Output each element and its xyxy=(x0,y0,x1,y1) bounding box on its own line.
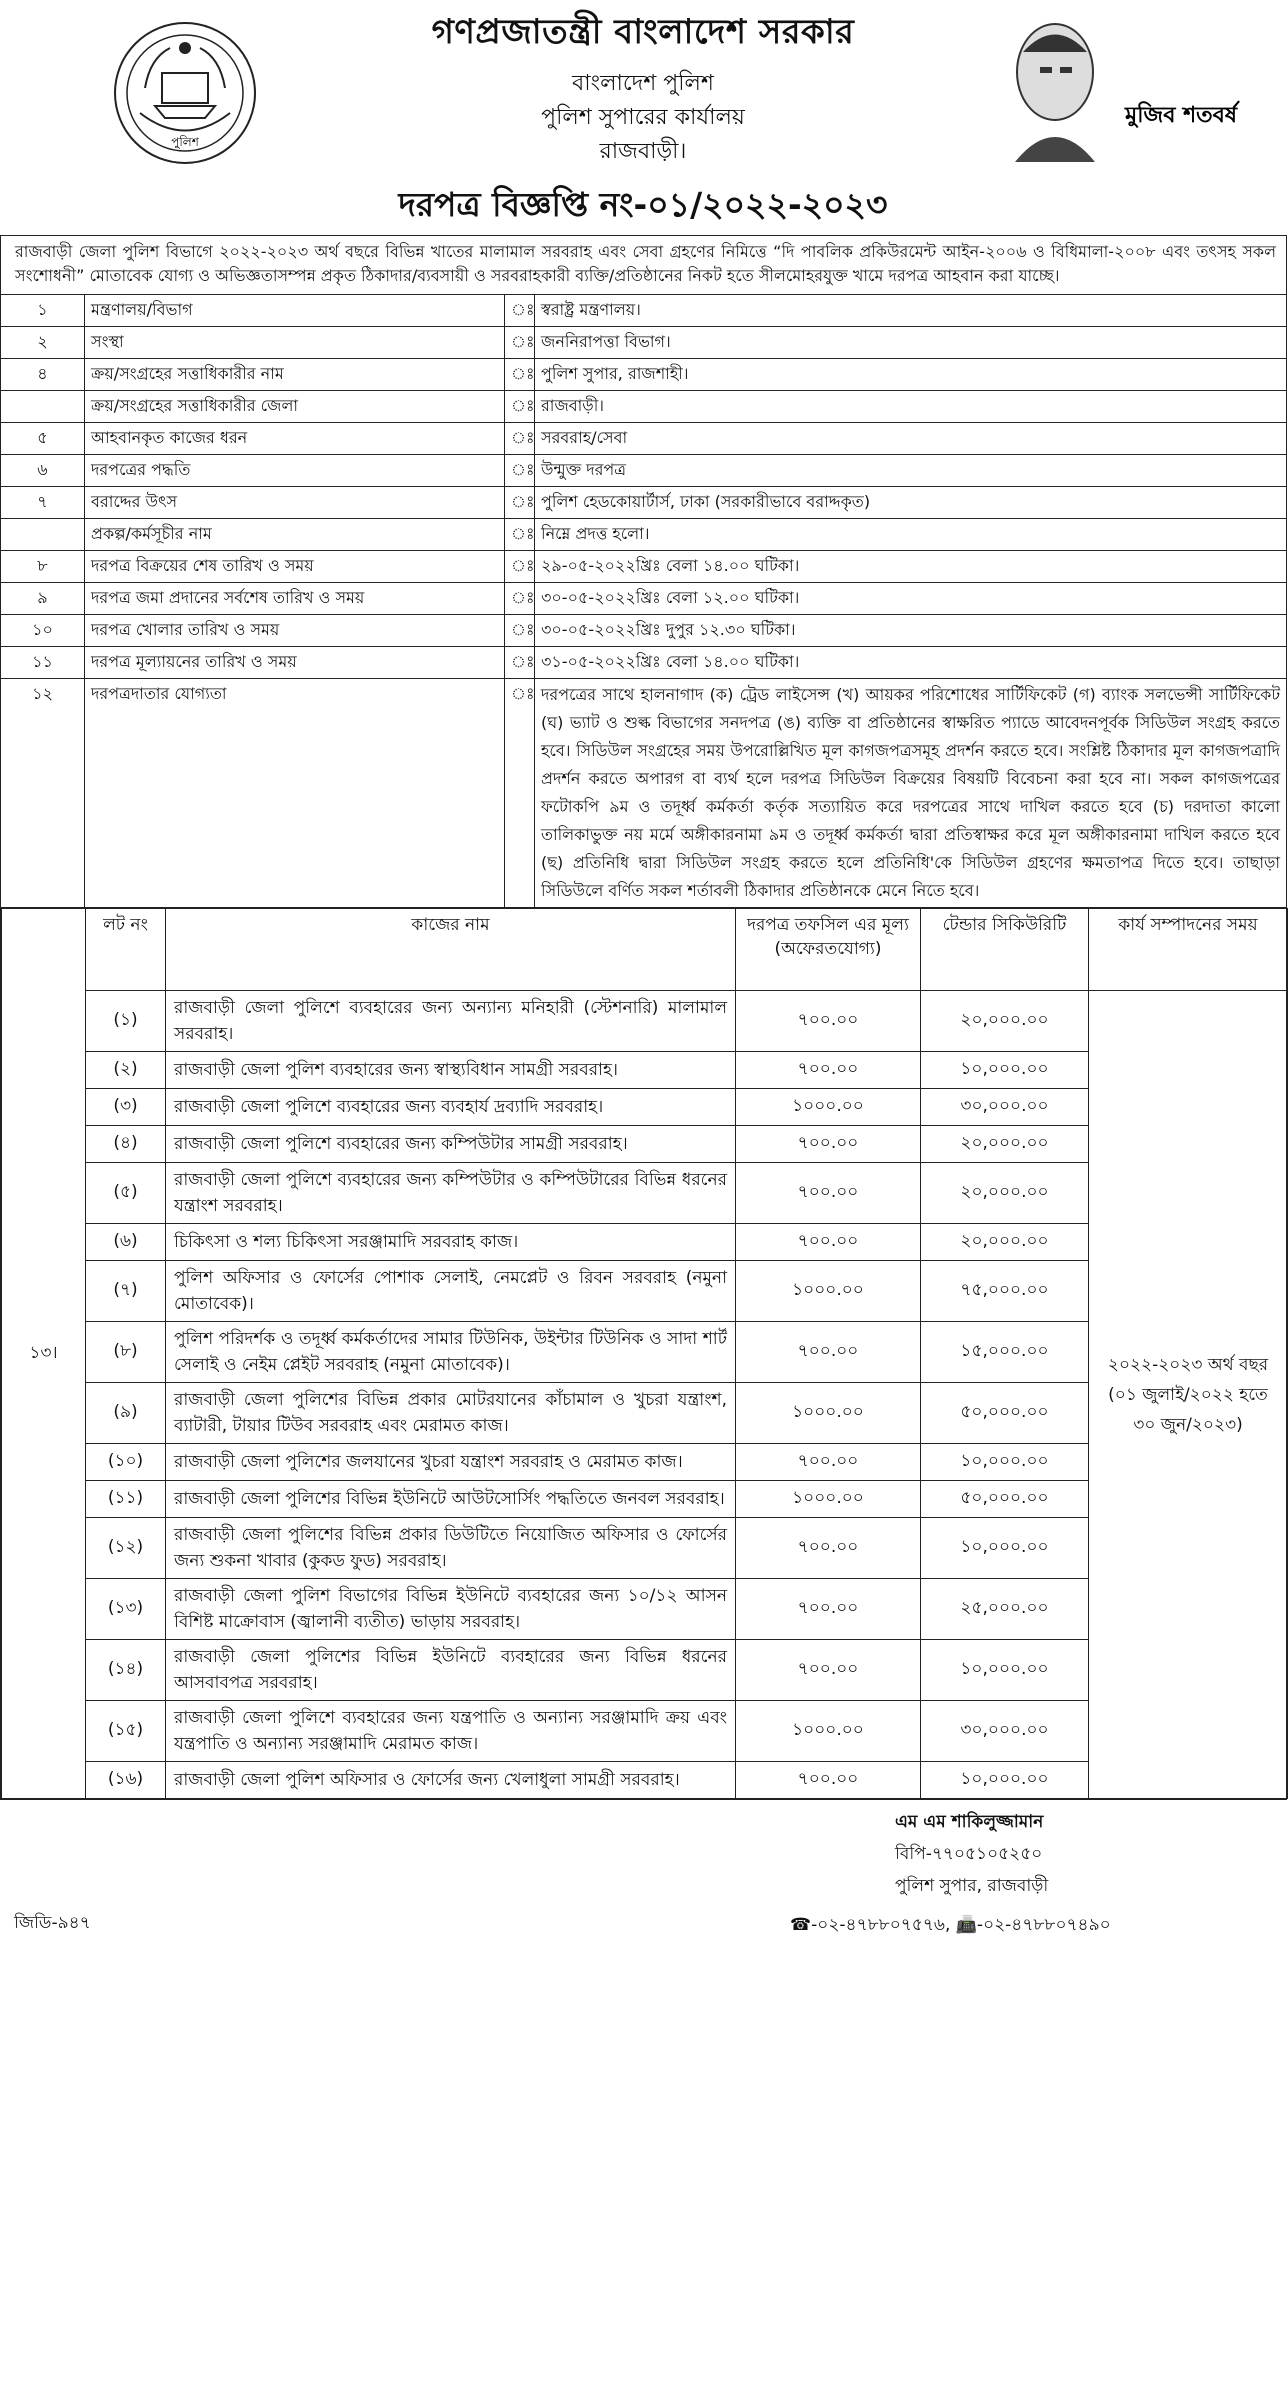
tender-security: ৫০,০০০.০০ xyxy=(921,1481,1089,1518)
notice-title: দরপত্র বিজ্ঞপ্তি নং-০১/২০২২-২০২৩ xyxy=(398,185,888,224)
schedule-price: ৭০০.০০ xyxy=(736,1224,921,1261)
contact-line xyxy=(790,1912,1111,1940)
row-label: দরপত্রদাতার যোগ্যতা xyxy=(85,679,505,908)
work-name: রাজবাড়ী জেলা পুলিশে ব্যবহারের জন্য অন্যান্য মনিহারী (স্টেশনারি) মালামাল সরবরাহ। xyxy=(166,991,736,1052)
lot-number: (৪) xyxy=(86,1126,166,1163)
work-name: চিকিৎসা ও শল্য চিকিৎসা সরঞ্জামাদি সরবরাহ কাজ। xyxy=(166,1224,736,1261)
work-name: রাজবাড়ী জেলা পুলিশ ব্যবহারের জন্য স্বাস্থ্যবিধান সামগ্রী সরবরাহ। xyxy=(166,1052,736,1089)
row-value: উন্মুক্ত দরপত্র xyxy=(535,455,1287,487)
lot-number: (১১) xyxy=(86,1481,166,1518)
colon: ঃ xyxy=(505,583,535,615)
footer xyxy=(0,1800,1286,1940)
header-lot: লট নং xyxy=(86,909,166,991)
row-label: আহবানকৃত কাজের ধরন xyxy=(85,423,505,455)
signatory-name: এম এম শাকিলুজ্জামান xyxy=(895,1812,1044,1832)
info-row xyxy=(1,327,1287,359)
info-row xyxy=(1,615,1287,647)
intro-paragraph: রাজবাড়ী জেলা পুলিশ বিভাগে ২০২২-২০২৩ অর্থ বছরে বিভিন্ন খাতের মালামাল সরবরাহ এবং সেবা গ্রহণের নিমিত্তে “দি পাবলিক প্রকিউরমেন্ট আইন-২০০৬ ও বিধিমালা-২০০৮ এবং তৎসহ সকল সংশোধনী” মোতাবেক যোগ্য ও অভিজ্ঞতাসম্পন্ন প্রকৃত ঠিকাদার/ব্যবসায়ী ও সরবরাহকারী ব্যক্তি/প্রতিষ্ঠানের নিকট হতে সীলমোহরযুক্ত খামে দরপত্র আহবান করা যাচ্ছে। xyxy=(1,236,1287,295)
fax-number: 📠-০২-৪৭৮৮০৭৪৯০ xyxy=(955,1915,1111,1935)
lot-number: (১৬) xyxy=(86,1762,166,1799)
tender-security: ২০,০০০.০০ xyxy=(921,1163,1089,1224)
mujib-centenary-logo-icon xyxy=(985,12,1237,162)
colon: ঃ xyxy=(505,295,535,327)
tender-security: ১০,০০০.০০ xyxy=(921,1640,1089,1701)
schedule-price: ৭০০.০০ xyxy=(736,1322,921,1383)
colon: ঃ xyxy=(505,615,535,647)
tender-security: ২০,০০০.০০ xyxy=(921,991,1089,1052)
work-name: রাজবাড়ী জেলা পুলিশের বিভিন্ন প্রকার ডিউটিতে নিয়োজিত অফিসার ও ফোর্সের জন্য শুকনা খাবার (কুকড ফুড) সরবরাহ। xyxy=(166,1518,736,1579)
header-period: কার্য সম্পাদনের সময় xyxy=(1089,909,1288,991)
lot-number: (৫) xyxy=(86,1163,166,1224)
tender-security: ২৫,০০০.০০ xyxy=(921,1579,1089,1640)
colon: ঃ xyxy=(505,327,535,359)
header-price: দরপত্র তফসিল এর মূল্য (অফেরতযোগ্য) xyxy=(736,909,921,991)
row-label: দরপত্র মূল্যায়নের তারিখ ও সময় xyxy=(85,647,505,679)
tender-security: ১৫,০০০.০০ xyxy=(921,1322,1089,1383)
row-label: দরপত্রের পদ্ধতি xyxy=(85,455,505,487)
mujib-logo-text: মুজিব শতবর্ষ xyxy=(1125,103,1237,128)
row-value: নিম্নে প্রদত্ত হলো। xyxy=(535,519,1287,551)
schedule-price: ৭০০.০০ xyxy=(736,991,921,1052)
row-number: ১১ xyxy=(1,647,85,679)
row-number xyxy=(1,519,85,551)
tender-table xyxy=(0,235,1287,1800)
info-row xyxy=(1,487,1287,519)
colon: ঃ xyxy=(505,679,535,908)
colon: ঃ xyxy=(505,359,535,391)
header xyxy=(0,0,1286,175)
schedule-price: ১০০০.০০ xyxy=(736,1383,921,1444)
schedule-price: ১০০০.০০ xyxy=(736,1261,921,1322)
row-number xyxy=(1,391,85,423)
gd-number: জিডি-৯৪৭ xyxy=(14,1913,91,1933)
header-work: কাজের নাম xyxy=(166,909,736,991)
info-row xyxy=(1,359,1287,391)
row-label: ক্রয়/সংগ্রহের সত্তাধিকারীর জেলা xyxy=(85,391,505,423)
lot-row xyxy=(2,991,1288,1052)
schedule-price: ৭০০.০০ xyxy=(736,1518,921,1579)
schedule-price: ১০০০.০০ xyxy=(736,1701,921,1762)
colon: ঃ xyxy=(505,551,535,583)
row-label: প্রকল্প/কর্মসূচীর নাম xyxy=(85,519,505,551)
info-row xyxy=(1,583,1287,615)
lot-number: (৭) xyxy=(86,1261,166,1322)
work-name: রাজবাড়ী জেলা পুলিশের বিভিন্ন প্রকার মোটরযানের কাঁচামাল ও খুচরা যন্ত্রাংশ, ব্যাটারী, টায়ার টিউব সরবরাহ এবং মেরামত কাজ। xyxy=(166,1383,736,1444)
lot-number: (১২) xyxy=(86,1518,166,1579)
police-line: বাংলাদেশ পুলিশ xyxy=(572,71,714,96)
signatory-designation: পুলিশ সুপার, রাজবাড়ী xyxy=(895,1876,1049,1896)
row-label: দরপত্র বিক্রয়ের শেষ তারিখ ও সময় xyxy=(85,551,505,583)
row-label: সংস্থা xyxy=(85,327,505,359)
tender-security: ১০,০০০.০০ xyxy=(921,1762,1089,1799)
tender-security: ১০,০০০.০০ xyxy=(921,1444,1089,1481)
row-value: পুলিশ হেডকোয়ার্টার্স, ঢাকা (সরকারীভাবে বরাদ্দকৃত) xyxy=(535,487,1287,519)
work-name: পুলিশ অফিসার ও ফোর্সের পোশাক সেলাই, নেমপ্লেট ও রিবন সরবরাহ (নমুনা মোতাবেক)। xyxy=(166,1261,736,1322)
schedule-price: ৭০০.০০ xyxy=(736,1126,921,1163)
work-name: রাজবাড়ী জেলা পুলিশে ব্যবহারের জন্য ব্যবহার্য দ্রব্যাদি সরবরাহ। xyxy=(166,1089,736,1126)
work-period: ২০২২-২০২৩ অর্থ বছর (০১ জুলাই/২০২২ হতে ৩০ জুন/২০২৩) xyxy=(1089,991,1288,1799)
row-number: ৯ xyxy=(1,583,85,615)
row-value: ৩০-০৫-২০২২খ্রিঃ বেলা ১২.০০ ঘটিকা। xyxy=(535,583,1287,615)
info-row xyxy=(1,519,1287,551)
colon: ঃ xyxy=(505,391,535,423)
row-value: ২৯-০৫-২০২২খ্রিঃ বেলা ১৪.০০ ঘটিকা। xyxy=(535,551,1287,583)
lot-number: (৬) xyxy=(86,1224,166,1261)
tender-security: ১০,০০০.০০ xyxy=(921,1052,1089,1089)
schedule-price: ৭০০.০০ xyxy=(736,1444,921,1481)
colon: ঃ xyxy=(505,647,535,679)
work-name: রাজবাড়ী জেলা পুলিশে ব্যবহারের জন্য কম্পিউটার ও কম্পিউটারের বিভিন্ন ধরনের যন্ত্রাংশ সরবরাহ। xyxy=(166,1163,736,1224)
colon: ঃ xyxy=(505,519,535,551)
work-name: রাজবাড়ী জেলা পুলিশে ব্যবহারের জন্য কম্পিউটার সামগ্রী সরবরাহ। xyxy=(166,1126,736,1163)
tender-security: ১০,০০০.০০ xyxy=(921,1518,1089,1579)
lot-number: (১) xyxy=(86,991,166,1052)
lot-number: (৯) xyxy=(86,1383,166,1444)
district-line: রাজবাড়ী। xyxy=(599,139,687,164)
work-name: রাজবাড়ী জেলা পুলিশের বিভিন্ন ইউনিটে ব্যবহারের জন্য বিভিন্ন ধরনের আসবাবপত্র সরবরাহ। xyxy=(166,1640,736,1701)
signatory-bp: বিপি-৭৭০৫১০৫২৫০ xyxy=(895,1844,1043,1864)
row-label: দরপত্র খোলার তারিখ ও সময় xyxy=(85,615,505,647)
row-label: বরাদ্দের উৎস xyxy=(85,487,505,519)
tender-security: ২০,০০০.০০ xyxy=(921,1126,1089,1163)
eligibility-row xyxy=(1,679,1287,908)
schedule-price: ১০০০.০০ xyxy=(736,1089,921,1126)
tender-security: ৭৫,০০০.০০ xyxy=(921,1261,1089,1322)
info-row xyxy=(1,455,1287,487)
row-label: দরপত্র জমা প্রদানের সর্বশেষ তারিখ ও সময় xyxy=(85,583,505,615)
lot-number: (১০) xyxy=(86,1444,166,1481)
row-value: সরবরাহ/সেবা xyxy=(535,423,1287,455)
header-security: টেন্ডার সিকিউরিটি xyxy=(921,909,1089,991)
lots-header-row xyxy=(2,909,1288,991)
colon: ঃ xyxy=(505,455,535,487)
tender-security: ৩০,০০০.০০ xyxy=(921,1089,1089,1126)
info-row xyxy=(1,391,1287,423)
row-value: স্বরাষ্ট্র মন্ত্রণালয়। xyxy=(535,295,1287,327)
lot-number: (৩) xyxy=(86,1089,166,1126)
government-title: গণপ্রজাতন্ত্রী বাংলাদেশ সরকার xyxy=(431,12,855,52)
row-number: ৮ xyxy=(1,551,85,583)
lot-number: (১৪) xyxy=(86,1640,166,1701)
schedule-price: ৭০০.০০ xyxy=(736,1163,921,1224)
schedule-price: ৭০০.০০ xyxy=(736,1762,921,1799)
schedule-price: ৭০০.০০ xyxy=(736,1640,921,1701)
row-value: ৩০-০৫-২০২২খ্রিঃ দুপুর ১২.৩০ ঘটিকা। xyxy=(535,615,1287,647)
work-name: রাজবাড়ী জেলা পুলিশ বিভাগের বিভিন্ন ইউনিটে ব্যবহারের জন্য ১০/১২ আসন বিশিষ্ট মাক্রোবাস (জ্বালানী ব্যতীত) ভাড়ায় সরবরাহ। xyxy=(166,1579,736,1640)
tender-security: ৩০,০০০.০০ xyxy=(921,1701,1089,1762)
row-number: ১ xyxy=(1,295,85,327)
row-number: ৬ xyxy=(1,455,85,487)
info-row xyxy=(1,647,1287,679)
emblem-text: পুলিশ xyxy=(171,135,199,149)
row-number: ১২ xyxy=(1,679,85,908)
info-row xyxy=(1,551,1287,583)
row-value: ৩১-০৫-২০২২খ্রিঃ বেলা ১৪.০০ ঘটিকা। xyxy=(535,647,1287,679)
work-name: রাজবাড়ী জেলা পুলিশে ব্যবহারের জন্য যন্ত্রপাতি ও অন্যান্য সরঞ্জামাদি ক্রয় এবং যন্ত্রপাতি ও অন্যান্য সরঞ্জামাদি মেরামত কাজ। xyxy=(166,1701,736,1762)
row-number: ২ xyxy=(1,327,85,359)
phone-number: ☎-০২-৪৭৮৮০৭৫৭৬, xyxy=(790,1915,951,1935)
office-line: পুলিশ সুপারের কার্যালয় xyxy=(541,105,745,130)
eligibility-text: দরপত্রের সাথে হালনাগাদ (ক) ট্রেড লাইসেন্স (খ) আয়কর পরিশোধের সার্টিফিকেট (গ) ব্যাংক সলভেন্সী সার্টিফিকেট (ঘ) ভ্যাট ও শুল্ক বিভাগের সনদপত্র (ঙ) ব্যক্তি বা প্রতিষ্ঠানের স্বাক্ষরিত প্যাডে আবেদনপূর্বক সিডিউল সংগ্রহ করতে হবে। সিডিউল সংগ্রহের সময় উপরোল্লিখিত মূল কাগজপত্রসমূহ প্রদর্শন করতে হবে। সংশ্লিষ্ট ঠিকাদার মূল কাগজপত্রাদি প্রদর্শন করতে অপারগ বা ব্যর্থ হলে দরপত্র সিডিউল বিক্রয়ের বিষয়টি বিবেচনা করা হবে না। সকল কাগজপত্রের ফটোকপি ৯ম ও তদূর্ধ্ব কর্মকর্তা কর্তৃক সত্যায়িত করে দরপত্রের সাথে দাখিল করতে হবে (চ) দরদাতা কালো তালিকাভুক্ত নয় মর্মে অঙ্গীকারনামা ৯ম ও তদূর্ধ্ব কর্মকর্তা দ্বারা প্রতিস্বাক্ষর করে মূল অঙ্গীকারনামা দাখিল করতে হবে (ছ) প্রতিনিধি দ্বারা সিডিউল সংগ্রহ করতে হলে প্রতিনিধি'কে সিডিউল গ্রহণের ক্ষমতাপত্র দিতে হবে। তাছাড়া সিডিউলে বর্ণিত সকল শর্তাবলী ঠিকাদার প্রতিষ্ঠানকে মেনে নিতে হবে। xyxy=(535,679,1287,908)
colon: ঃ xyxy=(505,487,535,519)
lot-number: (২) xyxy=(86,1052,166,1089)
signature-block xyxy=(895,1806,1048,1902)
work-name: রাজবাড়ী জেলা পুলিশের বিভিন্ন ইউনিটে আউটসোর্সিং পদ্ধতিতে জনবল সরবরাহ। xyxy=(166,1481,736,1518)
row-number: ১০ xyxy=(1,615,85,647)
work-name: রাজবাড়ী জেলা পুলিশের জলযানের খুচরা যন্ত্রাংশ সরবরাহ ও মেরামত কাজ। xyxy=(166,1444,736,1481)
row-value: রাজবাড়ী। xyxy=(535,391,1287,423)
schedule-price: ৭০০.০০ xyxy=(736,1579,921,1640)
colon: ঃ xyxy=(505,423,535,455)
row-value: পুলিশ সুপার, রাজশাহী। xyxy=(535,359,1287,391)
row-label: ক্রয়/সংগ্রহের সত্তাধিকারীর নাম xyxy=(85,359,505,391)
row-value: জননিরাপত্তা বিভাগ। xyxy=(535,327,1287,359)
tender-security: ৫০,০০০.০০ xyxy=(921,1383,1089,1444)
schedule-price: ১০০০.০০ xyxy=(736,1481,921,1518)
row-number: ৫ xyxy=(1,423,85,455)
info-row xyxy=(1,295,1287,327)
work-name: পুলিশ পরিদর্শক ও তদূর্ধ্ব কর্মকর্তাদের সামার টিউনিক, উইন্টার টিউনিক ও সাদা শার্ট সেলাই ও নেইম প্লেইট সরবরাহ (নমুনা মোতাবেক)। xyxy=(166,1322,736,1383)
section-number: ১৩। xyxy=(2,909,86,1799)
info-row xyxy=(1,423,1287,455)
lots-table xyxy=(1,908,1288,1799)
row-number: ৭ xyxy=(1,487,85,519)
row-number: ৪ xyxy=(1,359,85,391)
lot-number: (৮) xyxy=(86,1322,166,1383)
lot-number: (১৩) xyxy=(86,1579,166,1640)
tender-security: ২০,০০০.০০ xyxy=(921,1224,1089,1261)
work-name: রাজবাড়ী জেলা পুলিশ অফিসার ও ফোর্সের জন্য খেলাধুলা সামগ্রী সরবরাহ। xyxy=(166,1762,736,1799)
row-label: মন্ত্রণালয়/বিভাগ xyxy=(85,295,505,327)
lots-section xyxy=(1,908,1287,1800)
lot-number: (১৫) xyxy=(86,1701,166,1762)
schedule-price: ৭০০.০০ xyxy=(736,1052,921,1089)
